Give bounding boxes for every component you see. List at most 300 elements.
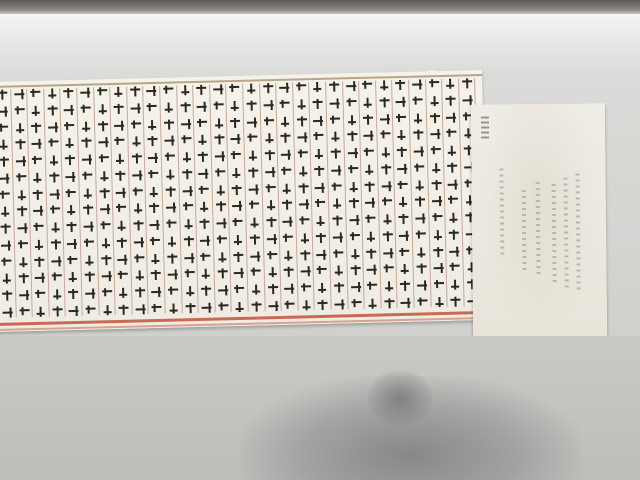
calligraphy-glyph <box>47 122 59 132</box>
calligraphy-glyph <box>397 164 409 174</box>
calligraphy-glyph <box>179 102 191 112</box>
calligraphy-glyph <box>199 219 211 229</box>
calligraphy-glyph <box>413 146 425 156</box>
calligraphy-glyph <box>333 283 345 293</box>
calligraphy-glyph <box>363 148 375 158</box>
calligraphy-glyph <box>416 297 428 307</box>
calligraphy-glyph <box>262 100 274 110</box>
calligraphy-glyph <box>395 97 407 107</box>
calligraphy-glyph <box>431 196 443 206</box>
calligraphy-glyph <box>383 298 395 308</box>
scroll-columns <box>0 78 488 318</box>
calligraphy-glyph <box>101 305 113 315</box>
calligraphy-glyph <box>162 86 174 96</box>
calligraphy-glyph <box>114 137 126 147</box>
calligraphy-glyph <box>115 187 127 197</box>
calligraphy-glyph <box>416 281 428 291</box>
calligraphy-glyph <box>113 103 125 113</box>
calligraphy-glyph <box>130 120 142 130</box>
calligraphy-glyph <box>96 104 108 114</box>
calligraphy-glyph <box>280 150 292 160</box>
calligraphy-glyph <box>363 164 375 174</box>
calligraphy-glyph <box>382 248 394 258</box>
calligraphy-glyph <box>311 82 323 92</box>
calligraphy-glyph <box>14 123 26 133</box>
calligraphy-glyph <box>212 101 224 111</box>
calligraphy-glyph <box>348 198 360 208</box>
calligraphy-glyph <box>0 224 12 234</box>
calligraphy-glyph <box>67 256 79 266</box>
calligraphy-glyph <box>247 151 259 161</box>
calligraphy-glyph <box>33 256 45 266</box>
calligraphy-glyph <box>67 289 79 299</box>
display-frame-top <box>0 0 640 14</box>
calligraphy-glyph <box>398 214 410 224</box>
calligraphy-glyph <box>49 222 61 232</box>
calligraphy-glyph <box>329 98 341 108</box>
calligraphy-glyph <box>266 251 278 261</box>
calligraphy-glyph <box>229 101 241 111</box>
calligraphy-glyph <box>346 115 358 125</box>
calligraphy-glyph <box>51 306 63 316</box>
calligraphy-glyph <box>82 188 94 198</box>
calligraphy-glyph <box>246 100 258 110</box>
calligraphy-glyph <box>231 184 243 194</box>
calligraphy-glyph <box>249 251 261 261</box>
calligraphy-glyph <box>265 217 277 227</box>
calligraphy-glyph <box>380 164 392 174</box>
calligraphy-glyph <box>263 133 275 143</box>
calligraphy-glyph <box>428 113 440 123</box>
calligraphy-glyph <box>234 302 246 312</box>
calligraphy-glyph <box>444 79 456 89</box>
calligraphy-glyph <box>350 299 362 309</box>
calligraphy-glyph <box>445 95 457 105</box>
calligraphy-glyph <box>116 254 128 264</box>
calligraphy-glyph <box>399 281 411 291</box>
calligraphy-glyph <box>348 232 360 242</box>
calligraphy-glyph <box>197 168 209 178</box>
calligraphy-glyph <box>246 117 258 127</box>
calligraphy-glyph <box>0 140 10 150</box>
calligraphy-glyph <box>165 220 177 230</box>
calligraphy-glyph <box>33 240 45 250</box>
calligraphy-glyph <box>182 236 194 246</box>
calligraphy-glyph <box>115 204 127 214</box>
calligraphy-glyph <box>266 267 278 277</box>
calligraphy-glyph <box>297 149 309 159</box>
calligraphy-glyph <box>448 246 460 256</box>
calligraphy-glyph <box>461 78 473 88</box>
calligraphy-glyph <box>196 118 208 128</box>
calligraphy-glyph <box>397 197 409 207</box>
calligraphy-glyph <box>414 214 426 224</box>
calligraphy-glyph <box>84 305 96 315</box>
calligraphy-glyph <box>32 189 44 199</box>
calligraphy-glyph <box>263 117 275 127</box>
calligraphy-glyph <box>313 132 325 142</box>
calligraphy-glyph <box>428 79 440 89</box>
calligraphy-glyph <box>214 168 226 178</box>
calligraphy-glyph <box>415 230 427 240</box>
calligraphy-glyph <box>97 137 109 147</box>
calligraphy-glyph <box>99 204 111 214</box>
calligraphy-glyph <box>379 114 391 124</box>
calligraphy-glyph <box>183 269 195 279</box>
calligraphy-glyph <box>147 153 159 163</box>
calligraphy-glyph <box>349 249 361 259</box>
calligraphy-glyph <box>100 271 112 281</box>
calligraphy-glyph <box>331 199 343 209</box>
calligraphy-glyph <box>134 304 146 314</box>
calligraphy-glyph <box>118 305 130 315</box>
calligraphy-glyph <box>97 121 109 131</box>
calligraphy-glyph <box>35 307 47 317</box>
calligraphy-glyph <box>445 129 457 139</box>
calligraphy-glyph <box>199 252 211 262</box>
calligraphy-glyph <box>133 237 145 247</box>
calligraphy-glyph <box>398 231 410 241</box>
calligraphy-glyph <box>414 180 426 190</box>
calligraphy-glyph <box>151 304 163 314</box>
calligraphy-glyph <box>347 165 359 175</box>
calligraphy-glyph <box>167 303 179 313</box>
calligraphy-glyph <box>280 133 292 143</box>
calligraphy-glyph <box>332 232 344 242</box>
title-inscription <box>481 117 489 139</box>
calligraphy-glyph <box>433 297 445 307</box>
calligraphy-glyph <box>1 274 13 284</box>
calligraphy-glyph <box>447 196 459 206</box>
calligraphy-glyph <box>316 266 328 276</box>
calligraphy-glyph <box>284 301 296 311</box>
calligraphy-glyph <box>66 239 78 249</box>
calligraphy-glyph <box>364 198 376 208</box>
calligraphy-glyph <box>96 87 108 97</box>
calligraphy-glyph <box>248 201 260 211</box>
calligraphy-glyph <box>297 183 309 193</box>
scroll-title-sheet <box>471 103 607 340</box>
calligraphy-glyph <box>231 168 243 178</box>
calligraphy-glyph <box>363 131 375 141</box>
calligraphy-glyph <box>264 184 276 194</box>
calligraphy-glyph <box>50 273 62 283</box>
calligraphy-glyph <box>198 202 210 212</box>
calligraphy-glyph <box>201 303 213 313</box>
calligraphy-glyph <box>399 264 411 274</box>
calligraphy-glyph <box>329 115 341 125</box>
faint-inscription-column <box>522 190 527 270</box>
calligraphy-glyph <box>0 123 9 133</box>
calligraphy-glyph <box>0 240 12 250</box>
calligraphy-glyph <box>400 298 412 308</box>
calligraphy-glyph <box>182 219 194 229</box>
calligraphy-glyph <box>196 101 208 111</box>
calligraphy-glyph <box>230 151 242 161</box>
calligraphy-glyph <box>34 290 46 300</box>
calligraphy-glyph <box>148 170 160 180</box>
calligraphy-glyph <box>450 296 462 306</box>
calligraphy-glyph <box>317 300 329 310</box>
calligraphy-glyph <box>378 80 390 90</box>
calligraphy-scroll <box>0 70 488 332</box>
calligraphy-glyph <box>51 289 63 299</box>
calligraphy-glyph <box>229 117 241 127</box>
calligraphy-glyph <box>200 269 212 279</box>
calligraphy-glyph <box>300 300 312 310</box>
calligraphy-glyph <box>30 106 42 116</box>
calligraphy-glyph <box>298 216 310 226</box>
calligraphy-glyph <box>313 149 325 159</box>
calligraphy-glyph <box>65 205 77 215</box>
calligraphy-glyph <box>63 88 75 98</box>
calligraphy-glyph <box>412 113 424 123</box>
glass-reflection <box>0 14 640 72</box>
calligraphy-glyph <box>84 289 96 299</box>
calligraphy-glyph <box>114 171 126 181</box>
calligraphy-glyph <box>382 231 394 241</box>
calligraphy-glyph <box>278 83 290 93</box>
calligraphy-glyph <box>431 213 443 223</box>
calligraphy-glyph <box>279 116 291 126</box>
calligraphy-glyph <box>182 202 194 212</box>
calligraphy-glyph <box>362 114 374 124</box>
calligraphy-glyph <box>431 230 443 240</box>
calligraphy-glyph <box>446 146 458 156</box>
calligraphy-glyph <box>296 133 308 143</box>
calligraphy-glyph <box>50 256 62 266</box>
calligraphy-glyph <box>299 267 311 277</box>
calligraphy-glyph <box>382 265 394 275</box>
calligraphy-glyph <box>98 188 110 198</box>
calligraphy-glyph <box>267 284 279 294</box>
calligraphy-glyph <box>314 182 326 192</box>
calligraphy-glyph <box>117 288 129 298</box>
calligraphy-glyph <box>415 247 427 257</box>
calligraphy-glyph <box>16 223 28 233</box>
calligraphy-glyph <box>184 303 196 313</box>
calligraphy-glyph <box>267 301 279 311</box>
calligraphy-glyph <box>0 157 10 167</box>
calligraphy-glyph <box>16 206 28 216</box>
calligraphy-glyph <box>181 169 193 179</box>
calligraphy-glyph <box>80 138 92 148</box>
calligraphy-glyph <box>163 102 175 112</box>
calligraphy-glyph <box>233 285 245 295</box>
calligraphy-glyph <box>449 280 461 290</box>
calligraphy-glyph <box>47 139 59 149</box>
calligraphy-glyph <box>433 280 445 290</box>
calligraphy-glyph <box>16 240 28 250</box>
calligraphy-glyph <box>232 235 244 245</box>
calligraphy-glyph <box>217 285 229 295</box>
calligraphy-glyph <box>312 99 324 109</box>
calligraphy-glyph <box>63 105 75 115</box>
calligraphy-glyph <box>65 172 77 182</box>
calligraphy-glyph <box>48 172 60 182</box>
calligraphy-glyph <box>113 120 125 130</box>
calligraphy-glyph <box>365 231 377 241</box>
calligraphy-glyph <box>66 222 78 232</box>
calligraphy-glyph <box>214 185 226 195</box>
calligraphy-glyph <box>331 216 343 226</box>
calligraphy-glyph <box>332 249 344 259</box>
calligraphy-glyph <box>448 229 460 239</box>
calligraphy-glyph <box>31 156 43 166</box>
calligraphy-glyph <box>366 282 378 292</box>
calligraphy-glyph <box>50 239 62 249</box>
calligraphy-glyph <box>262 83 274 93</box>
calligraphy-glyph <box>411 96 423 106</box>
calligraphy-glyph <box>82 205 94 215</box>
calligraphy-glyph <box>216 252 228 262</box>
calligraphy-glyph <box>432 263 444 273</box>
calligraphy-glyph <box>282 250 294 260</box>
calligraphy-glyph <box>233 268 245 278</box>
calligraphy-glyph <box>130 137 142 147</box>
calligraphy-glyph <box>150 270 162 280</box>
calligraphy-glyph <box>129 103 141 113</box>
calligraphy-glyph <box>432 247 444 257</box>
calligraphy-glyph <box>83 255 95 265</box>
calligraphy-glyph <box>345 81 357 91</box>
calligraphy-glyph <box>213 135 225 145</box>
calligraphy-glyph <box>280 166 292 176</box>
calligraphy-glyph <box>15 173 27 183</box>
calligraphy-glyph <box>365 248 377 258</box>
calligraphy-glyph <box>83 238 95 248</box>
calligraphy-glyph <box>412 130 424 140</box>
calligraphy-glyph <box>146 119 158 129</box>
calligraphy-glyph <box>299 233 311 243</box>
calligraphy-glyph <box>82 222 94 232</box>
calligraphy-glyph <box>167 270 179 280</box>
calligraphy-glyph <box>14 156 26 166</box>
calligraphy-glyph <box>99 221 111 231</box>
calligraphy-glyph <box>231 201 243 211</box>
calligraphy-glyph <box>133 254 145 264</box>
calligraphy-glyph <box>396 147 408 157</box>
calligraphy-glyph <box>31 173 43 183</box>
calligraphy-glyph <box>165 203 177 213</box>
calligraphy-glyph <box>333 266 345 276</box>
calligraphy-glyph <box>212 84 224 94</box>
calligraphy-glyph <box>133 271 145 281</box>
calligraphy-glyph <box>149 237 161 247</box>
calligraphy-glyph <box>383 281 395 291</box>
calligraphy-glyph <box>33 223 45 233</box>
calligraphy-glyph <box>214 151 226 161</box>
calligraphy-glyph <box>312 115 324 125</box>
calligraphy-glyph <box>80 104 92 114</box>
calligraphy-glyph <box>195 85 207 95</box>
calligraphy-glyph <box>163 136 175 146</box>
calligraphy-glyph <box>1 291 13 301</box>
calligraphy-glyph <box>399 247 411 257</box>
calligraphy-glyph <box>229 84 241 94</box>
calligraphy-glyph <box>248 184 260 194</box>
calligraphy-glyph <box>49 206 61 216</box>
calligraphy-glyph <box>167 287 179 297</box>
calligraphy-glyph <box>81 155 93 165</box>
calligraphy-glyph <box>263 150 275 160</box>
calligraphy-glyph <box>213 118 225 128</box>
calligraphy-glyph <box>430 163 442 173</box>
calligraphy-glyph <box>281 200 293 210</box>
calligraphy-glyph <box>46 88 58 98</box>
calligraphy-glyph <box>300 283 312 293</box>
calligraphy-glyph <box>149 220 161 230</box>
calligraphy-glyph <box>215 202 227 212</box>
calligraphy-glyph <box>131 170 143 180</box>
calligraphy-glyph <box>131 187 143 197</box>
calligraphy-glyph <box>116 238 128 248</box>
calligraphy-glyph <box>180 119 192 129</box>
calligraphy-glyph <box>429 129 441 139</box>
calligraphy-glyph <box>315 216 327 226</box>
calligraphy-glyph <box>215 218 227 228</box>
calligraphy-glyph <box>299 250 311 260</box>
calligraphy-glyph <box>81 171 93 181</box>
calligraphy-glyph <box>200 286 212 296</box>
calligraphy-glyph <box>117 271 129 281</box>
calligraphy-glyph <box>97 154 109 164</box>
calligraphy-glyph <box>281 183 293 193</box>
calligraphy-glyph <box>18 290 30 300</box>
calligraphy-glyph <box>283 267 295 277</box>
calligraphy-glyph <box>248 218 260 228</box>
calligraphy-glyph <box>346 148 358 158</box>
calligraphy-glyph <box>116 221 128 231</box>
calligraphy-glyph <box>380 181 392 191</box>
calligraphy-glyph <box>197 135 209 145</box>
calligraphy-glyph <box>413 163 425 173</box>
calligraphy-glyph <box>184 286 196 296</box>
calligraphy-glyph <box>31 139 43 149</box>
calligraphy-glyph <box>63 121 75 131</box>
calligraphy-glyph <box>164 169 176 179</box>
calligraphy-glyph <box>197 152 209 162</box>
calligraphy-glyph <box>362 97 374 107</box>
calligraphy-glyph <box>67 272 79 282</box>
calligraphy-glyph <box>298 200 310 210</box>
calligraphy-glyph <box>18 307 30 317</box>
calligraphy-glyph <box>216 269 228 279</box>
calligraphy-glyph <box>265 200 277 210</box>
calligraphy-glyph <box>166 236 178 246</box>
calligraphy-glyph <box>165 186 177 196</box>
calligraphy-glyph <box>249 234 261 244</box>
calligraphy-glyph <box>449 263 461 273</box>
calligraphy-glyph <box>282 234 294 244</box>
calligraphy-glyph <box>180 135 192 145</box>
calligraphy-glyph <box>84 272 96 282</box>
calligraphy-glyph <box>349 265 361 275</box>
calligraphy-glyph <box>150 287 162 297</box>
calligraphy-glyph <box>217 302 229 312</box>
calligraphy-glyph <box>330 148 342 158</box>
calligraphy-glyph <box>247 167 259 177</box>
calligraphy-glyph <box>416 264 428 274</box>
calligraphy-glyph <box>378 97 390 107</box>
calligraphy-glyph <box>101 288 113 298</box>
calligraphy-glyph <box>131 153 143 163</box>
calligraphy-glyph <box>146 103 158 113</box>
calligraphy-glyph <box>365 215 377 225</box>
calligraphy-glyph <box>230 134 242 144</box>
calligraphy-glyph <box>233 251 245 261</box>
calligraphy-glyph <box>180 152 192 162</box>
